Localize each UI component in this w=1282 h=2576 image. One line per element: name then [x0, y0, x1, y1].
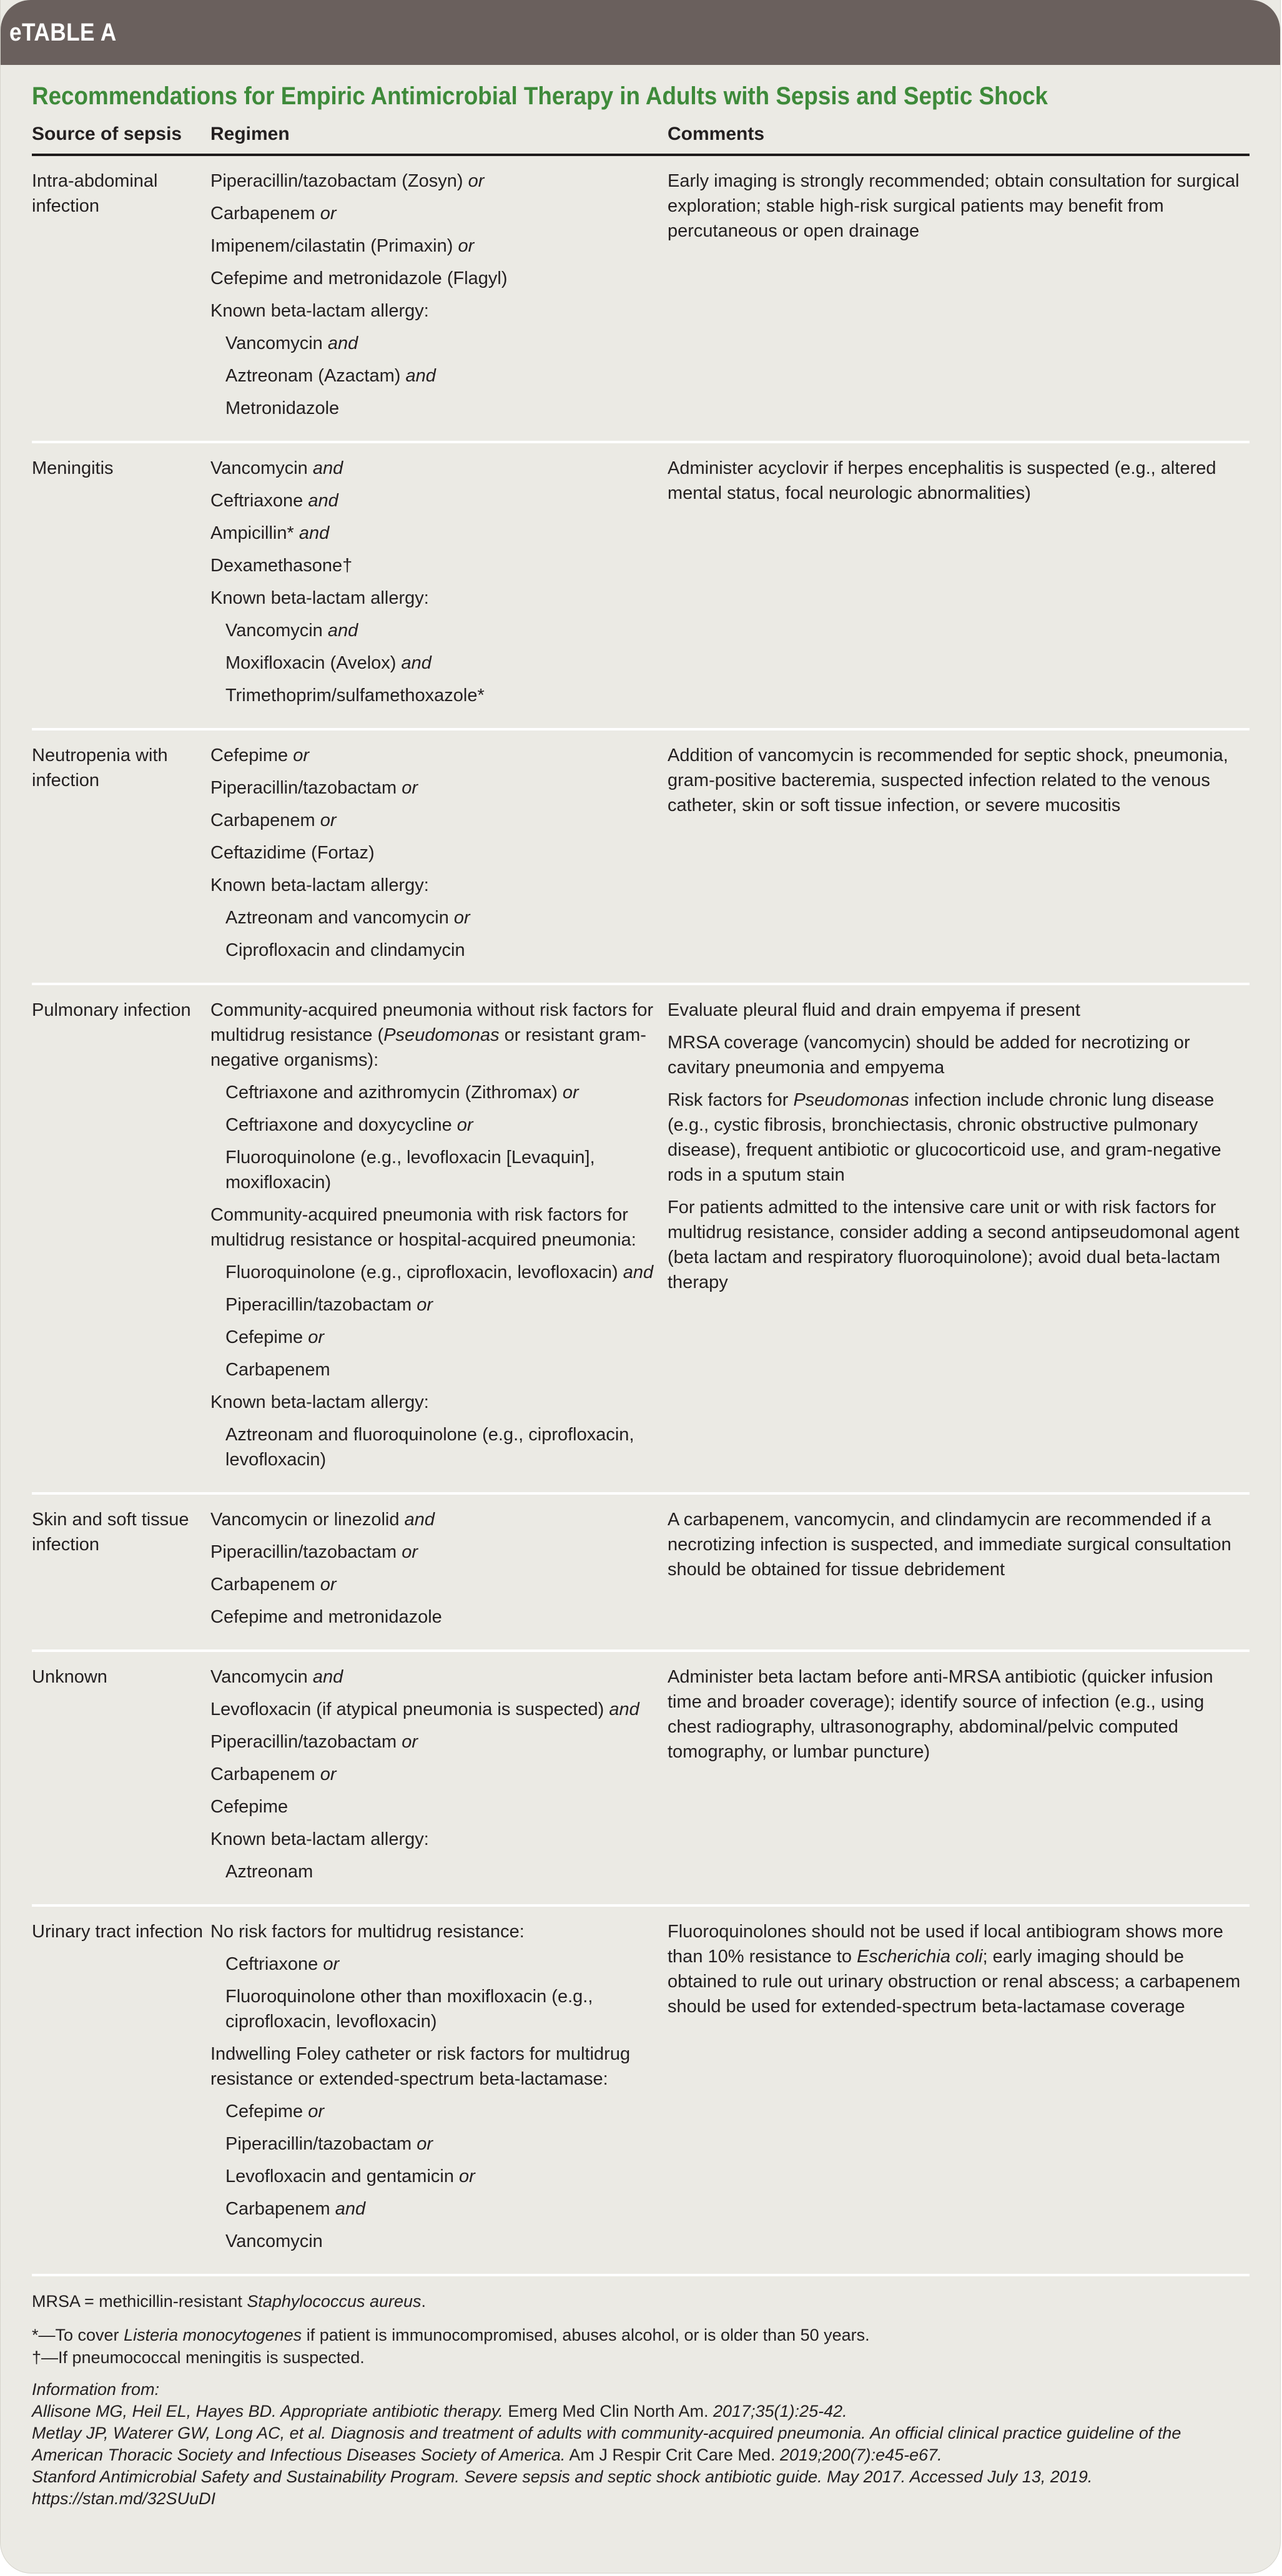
text-run: †—If pneumococcal meningitis is suspected.: [32, 2348, 365, 2367]
table-title: Recommendations for Empiric Antimicrobial Therapy in Adults with Sepsis and Septic Shock: [32, 82, 1048, 110]
conjunction: or: [320, 810, 337, 830]
text-run: Early imaging is strongly recommended; obtain consultation for surgical exploration; stable high-risk surgical patients may benefit from percutaneous or open drainage: [668, 171, 1240, 241]
table-row: [32, 729, 1250, 984]
drug-text: Trimethoprim/sulfamethoxazole*: [225, 686, 485, 705]
table-row: [32, 155, 1250, 442]
text-run: .: [421, 2292, 427, 2311]
regimen-line: [210, 396, 659, 421]
comments-cell: [668, 1905, 1250, 2275]
drug-text: Cefepime: [225, 2102, 303, 2121]
conjunction: or: [308, 1327, 324, 1347]
reference-item: [32, 2401, 1249, 2422]
drug-text: Cefepime: [210, 745, 288, 765]
regimen-line: [210, 2042, 659, 2092]
text-run: ; early imaging should be obtained to rule out urinary obstruction or renal abscess; a carbapenem should be used for extended-spectrum beta-lactamase coverage: [668, 1947, 1241, 2017]
regimen-cell: [210, 729, 668, 984]
drug-text: Ceftazidime (Fortaz): [210, 843, 375, 863]
drug-text: Ceftriaxone: [225, 1954, 318, 1974]
comment-paragraph: [668, 456, 1241, 506]
footnotes: [32, 2290, 1249, 2369]
text-run: Addition of vancomycin is recommended for septic shock, pneumonia, gram-positive bacteremia, suspected infection related to the venous catheter, skin or soft tissue infection, or severe mucositis: [668, 745, 1228, 815]
italic-text: Metlay JP, Waterer GW, Long AC, et al. Diagnosis and treatment of adults with community-acquired pneumonia. An official clinical practice guideline of the American Thoracic Society and Infectious Diseases Society of America.: [32, 2424, 1181, 2464]
conjunction: or: [562, 1083, 579, 1103]
regimen-line: [210, 1664, 659, 1689]
source-cell: Intra-abdominal infection: [32, 155, 210, 442]
conjunction: or: [417, 2134, 433, 2154]
drug-text: Aztreonam and fluoroquinolone (e.g., ciprofloxacin, levofloxacin): [225, 1425, 634, 1470]
italic-text: Stanford Antimicrobial Safety and Sustainability Program. Severe sepsis and septic shock antibiotic guide. May 2017. Accessed July 13, 2019. https://stan.md/32SUuDI: [32, 2467, 1093, 2508]
reference-item: [32, 2466, 1249, 2510]
conjunction: or: [402, 1732, 418, 1752]
drug-text: Vancomycin: [225, 621, 323, 641]
column-header-source: Source of sepsis: [32, 121, 210, 155]
source-cell: Urinary tract infection: [32, 1905, 210, 2275]
comments-cell: [668, 155, 1250, 442]
regimen-line: [210, 521, 659, 546]
source-cell: Pulmonary infection: [32, 984, 210, 1493]
regimen-line: [210, 1113, 659, 1138]
conjunction: or: [320, 1764, 337, 1784]
references-heading: Information from:: [32, 2380, 160, 2399]
regimen-cell: [210, 1651, 668, 1905]
conjunction: and: [312, 458, 343, 478]
italic-text: Pseudomonas: [793, 1090, 909, 1110]
conjunction: or: [417, 1295, 433, 1315]
regimen-line: [210, 1507, 659, 1532]
drug-text: Dexamethasone†: [210, 556, 353, 576]
column-header-regimen: Regimen: [210, 121, 668, 155]
comment-paragraph: [668, 1919, 1241, 2019]
regimen-line: [210, 2196, 659, 2221]
organism-name: Pseudomonas: [383, 1025, 500, 1045]
source-cell: Skin and soft tissue infection: [32, 1493, 210, 1651]
drug-text: Carbapenem: [210, 1575, 315, 1595]
regimen-line: [210, 743, 659, 768]
regimen-line: [210, 873, 659, 898]
regimen-line: [210, 488, 659, 513]
table-body: [32, 155, 1250, 2275]
drug-text: Carbapenem: [225, 2199, 330, 2219]
comment-paragraph: [668, 1088, 1241, 1187]
drug-text: Ampicillin*: [210, 523, 294, 543]
conjunction: and: [335, 2199, 366, 2219]
conjunction: or: [402, 778, 418, 798]
source-cell: Unknown: [32, 1651, 210, 1905]
comments-cell: [668, 442, 1250, 729]
drug-text: Carbapenem: [210, 1764, 315, 1784]
regimen-line: [210, 1145, 659, 1195]
regimen-line: [210, 905, 659, 930]
comment-paragraph: [668, 169, 1241, 243]
regimen-line: [210, 1292, 659, 1317]
drug-text: Indwelling Foley catheter or risk factors for multidrug resistance or extended-spectrum beta-lactamase:: [210, 2044, 631, 2089]
drug-text: Known beta-lactam allergy:: [210, 875, 429, 895]
drug-text: Levofloxacin (if atypical pneumonia is suspected): [210, 1699, 604, 1719]
drug-text: Piperacillin/tazobactam: [210, 1732, 397, 1752]
comment-paragraph: [668, 743, 1241, 818]
conjunction: or: [320, 1575, 337, 1595]
table-row: [32, 1651, 1250, 1905]
regimen-line: [210, 998, 659, 1073]
regimen-line: [210, 651, 659, 676]
drug-text: Cefepime and metronidazole (Flagyl): [210, 268, 508, 288]
table-row: [32, 442, 1250, 729]
footnote-asterisk: [32, 2324, 1249, 2346]
comment-paragraph: [668, 998, 1241, 1023]
conjunction: and: [623, 1262, 654, 1282]
recommendations-table: [32, 121, 1250, 2276]
regimen-line: [210, 586, 659, 611]
drug-text: Ceftriaxone and azithromycin (Zithromax): [225, 1083, 558, 1103]
regimen-line: [210, 1952, 659, 1977]
text-run: Am J Respir Crit Care Med.: [565, 2446, 780, 2464]
regimen-line: [210, 169, 659, 194]
drug-text: Vancomycin or linezolid: [210, 1510, 400, 1530]
regimen-line: [210, 840, 659, 865]
drug-text: Known beta-lactam allergy:: [210, 588, 429, 608]
drug-text: Known beta-lactam allergy:: [210, 1392, 429, 1412]
comment-paragraph: [668, 1030, 1241, 1080]
conjunction: or: [308, 2102, 324, 2121]
drug-text: Vancomycin: [225, 333, 323, 353]
conjunction: or: [323, 1954, 340, 1974]
drug-text: Metronidazole: [225, 398, 340, 418]
drug-text: Carbapenem: [225, 1360, 330, 1380]
regimen-line: [210, 1080, 659, 1105]
regimen-line: [210, 1919, 659, 1944]
conjunction: and: [312, 1667, 343, 1687]
italic-text: 2019;200(7):e45-e67.: [779, 2446, 942, 2464]
conjunction: or: [320, 204, 337, 224]
conjunction: or: [468, 171, 485, 191]
regimen-line: [210, 683, 659, 708]
conjunction: or: [402, 1542, 418, 1562]
source-cell: Neutropenia with infection: [32, 729, 210, 984]
drug-text: Piperacillin/tazobactam: [210, 1542, 397, 1562]
drug-text: Cefepime: [225, 1327, 303, 1347]
drug-text: Vancomycin: [210, 458, 308, 478]
text-run: if patient is immunocompromised, abuses alcohol, or is older than 50 years.: [302, 2326, 870, 2344]
regimen-line: [210, 775, 659, 800]
drug-text: Fluoroquinolone (e.g., levofloxacin [Levaquin], moxifloxacin): [225, 1148, 595, 1192]
conjunction: or: [453, 908, 470, 928]
drug-text: Ceftriaxone: [210, 491, 303, 511]
text-run: Risk factors for: [668, 1090, 794, 1110]
drug-text: Piperacillin/tazobactam: [225, 2134, 412, 2154]
drug-text: Piperacillin/tazobactam: [210, 778, 397, 798]
drug-text: Cefepime and metronidazole: [210, 1607, 442, 1627]
conjunction: or: [459, 2166, 475, 2186]
table-row: [32, 1493, 1250, 1651]
regimen-line: [210, 1540, 659, 1565]
table-label: eTABLE A: [9, 18, 117, 46]
regimen-line: [210, 1697, 659, 1722]
regimen-line: [210, 363, 659, 388]
conjunction: and: [308, 491, 338, 511]
drug-text: Vancomycin: [210, 1667, 308, 1687]
drug-text: Piperacillin/tazobactam (Zosyn): [210, 171, 463, 191]
drug-text: Cefepime: [210, 1797, 288, 1817]
regimen-line: [210, 266, 659, 291]
regimen-line: [210, 2099, 659, 2124]
conjunction: and: [298, 523, 330, 543]
regimen-line: [210, 298, 659, 323]
table-header-bar: [1, 0, 1280, 65]
regimen-line: [210, 1859, 659, 1884]
conjunction: and: [327, 333, 358, 353]
regimen-line: [210, 1325, 659, 1350]
references: [32, 2379, 1249, 2510]
regimen-line: [210, 1605, 659, 1630]
drug-text: Vancomycin: [225, 2231, 323, 2251]
regimen-line: [210, 331, 659, 356]
conjunction: or: [456, 1115, 473, 1135]
reference-item: [32, 2422, 1249, 2466]
drug-text: Community-acquired pneumonia with risk factors for multidrug resistance or hospital-acquired pneumonia:: [210, 1205, 636, 1250]
italic-text: Allisone MG, Heil EL, Hayes BD. Appropriate antibiotic therapy.: [32, 2402, 503, 2421]
drug-text: Carbapenem: [210, 204, 315, 224]
regimen-line: [210, 553, 659, 578]
conjunction: or: [293, 745, 309, 765]
conjunction: and: [327, 621, 358, 641]
comment-paragraph: [668, 1507, 1241, 1582]
regimen-line: [210, 1202, 659, 1252]
table-row: [32, 984, 1250, 1493]
text-run: Fluoroquinolones should not be used if local antibiogram shows more than 10% resistance to: [668, 1922, 1223, 1967]
regimen-line: [210, 1357, 659, 1382]
drug-text: Known beta-lactam allergy:: [210, 301, 429, 321]
source-cell: Meningitis: [32, 442, 210, 729]
conjunction: or: [458, 236, 475, 256]
table-header-row: [32, 121, 1250, 155]
footnote-abbreviation: [32, 2290, 1249, 2313]
text-run: For patients admitted to the intensive care unit or with risk factors for multidrug resistance, consider adding a second antipseudomonal agent (beta lactam and respiratory fluoroquinolone); avoid dual beta-lactam therapy: [668, 1197, 1240, 1292]
regimen-line: [210, 1390, 659, 1415]
italic-text: Staphylococcus aureus: [247, 2292, 422, 2311]
text-run: infection include chronic lung disease (e.g., cystic fibrosis, bronchiectasis, chronic obstructive pulmonary disease), frequent antibiotic or glucocorticoid use, and gram-negative rods in a sputum stain: [668, 1090, 1221, 1185]
comment-paragraph: [668, 1195, 1241, 1295]
drug-text: Aztreonam: [225, 1862, 313, 1882]
drug-text: Fluoroquinolone (e.g., ciprofloxacin, levofloxacin): [225, 1262, 618, 1282]
footnote-dagger: [32, 2346, 1249, 2369]
drug-text: or resistant gram-negative organisms):: [210, 1025, 646, 1070]
column-header-comments: Comments: [668, 121, 1250, 155]
regimen-line: [210, 1260, 659, 1285]
regimen-line: [210, 201, 659, 226]
drug-text: Known beta-lactam allergy:: [210, 1829, 429, 1849]
drug-text: Moxifloxacin (Avelox): [225, 653, 397, 673]
conjunction: and: [405, 366, 436, 386]
text-run: Emerg Med Clin North Am.: [503, 2402, 713, 2421]
drug-text: Piperacillin/tazobactam: [225, 1295, 412, 1315]
drug-text: Aztreonam (Azactam): [225, 366, 401, 386]
conjunction: and: [401, 653, 431, 673]
table-row: [32, 1905, 1250, 2275]
regimen-line: [210, 1762, 659, 1787]
regimen-line: [210, 938, 659, 963]
regimen-cell: [210, 1493, 668, 1651]
drug-text: Ciprofloxacin and clindamycin: [225, 940, 465, 960]
drug-text: Imipenem/cilastatin (Primaxin): [210, 236, 453, 256]
regimen-line: [210, 618, 659, 643]
drug-text: No risk factors for multidrug resistance:: [210, 1922, 525, 1942]
regimen-cell: [210, 155, 668, 442]
comments-cell: [668, 1651, 1250, 1905]
regimen-line: [210, 1729, 659, 1754]
italic-text: Escherichia coli: [857, 1947, 983, 1967]
regimen-line: [210, 2131, 659, 2156]
reference-list: [32, 2401, 1249, 2510]
text-run: *—To cover: [32, 2326, 124, 2344]
drug-text: Community-acquired pneumonia without risk factors for multidrug resistance (: [210, 1000, 654, 1045]
text-run: Administer beta lactam before anti-MRSA antibiotic (quicker infusion time and broader coverage); identify source of infection (e.g., using chest radiography, ultrasonography, abdominal/pelvic computed tomography, or lumbar puncture): [668, 1667, 1213, 1762]
regimen-line: [210, 234, 659, 258]
regimen-cell: [210, 984, 668, 1493]
regimen-line: [210, 2229, 659, 2254]
text-run: Evaluate pleural fluid and drain empyema if present: [668, 1000, 1080, 1020]
text-run: Administer acyclovir if herpes encephalitis is suspected (e.g., altered mental status, focal neurologic abnormalities): [668, 458, 1216, 503]
drug-text: Levofloxacin and gentamicin: [225, 2166, 454, 2186]
conjunction: and: [609, 1699, 639, 1719]
comments-cell: [668, 984, 1250, 1493]
italic-text: 2017;35(1):25-42.: [712, 2402, 847, 2421]
comment-paragraph: [668, 1664, 1241, 1764]
text-run: MRSA coverage (vancomycin) should be added for necrotizing or cavitary pneumonia and empyema: [668, 1033, 1190, 1078]
comments-cell: [668, 729, 1250, 984]
table-content: [1, 80, 1280, 2510]
drug-text: Aztreonam and vancomycin: [225, 908, 449, 928]
regimen-line: [210, 1572, 659, 1597]
text-run: A carbapenem, vancomycin, and clindamycin are recommended if a necrotizing infection is suspected, and immediate surgical consultation should be obtained for tissue debridement: [668, 1510, 1231, 1580]
regimen-cell: [210, 1905, 668, 2275]
italic-text: Listeria monocytogenes: [124, 2326, 302, 2344]
drug-text: Carbapenem: [210, 810, 315, 830]
regimen-line: [210, 1422, 659, 1472]
text-run: MRSA = methicillin-resistant: [32, 2292, 247, 2311]
regimen-line: [210, 1984, 659, 2034]
drug-text: Fluoroquinolone other than moxifloxacin (e.g., ciprofloxacin, levofloxacin): [225, 1987, 593, 2032]
conjunction: and: [404, 1510, 435, 1530]
drug-text: Ceftriaxone and doxycycline: [225, 1115, 452, 1135]
regimen-line: [210, 456, 659, 481]
regimen-line: [210, 1827, 659, 1852]
regimen-line: [210, 2164, 659, 2189]
regimen-line: [210, 1794, 659, 1819]
regimen-line: [210, 808, 659, 833]
regimen-cell: [210, 442, 668, 729]
comments-cell: [668, 1493, 1250, 1651]
